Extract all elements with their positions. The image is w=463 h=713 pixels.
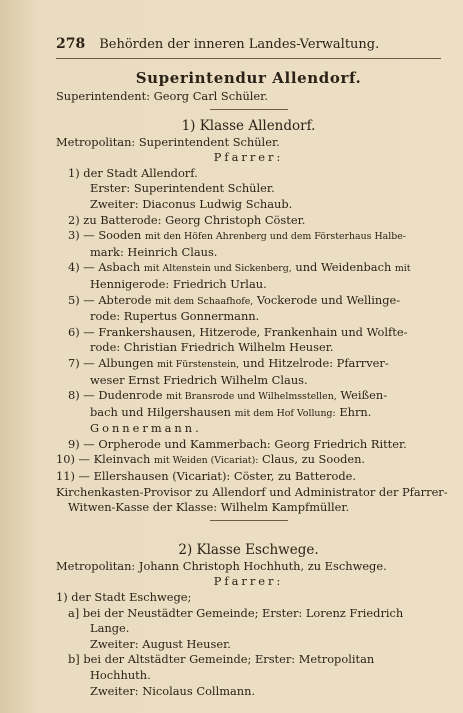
running-title: Behörden der inneren Landes-Verwaltung. xyxy=(99,37,380,52)
superintendentur-title: Superintendur Allendorf. xyxy=(135,69,362,87)
entry-place: 5) — Abterode xyxy=(68,292,152,307)
klasse-1-title: 1) Klasse Allendorf. xyxy=(181,117,316,134)
entry-line: Witwen-Kasse der Klasse: Wilhelm Kampfmüller. xyxy=(68,500,350,515)
entry-line: b] bei der Altstädter Gemeinde; Erster: Metropolitan xyxy=(68,652,375,667)
entry-place: und Hitzelrode: Pfarrver- xyxy=(242,355,389,370)
entry-line: Kirchenkasten-Provisor zu Allendorf und Administrator der Pfarrer- xyxy=(56,484,448,499)
entry-line xyxy=(56,388,441,405)
superintendent-line: Superintendent: Georg Carl Schüler. xyxy=(56,89,268,103)
entry-place: 8) — Dudenrode xyxy=(68,388,163,403)
entry-line: Zweiter: August Heuser. xyxy=(90,636,231,651)
page-number: 278 xyxy=(56,36,86,52)
klasse-2-metropolitan: Metropolitan: Johann Christoph Hochhuth, zu Eschwege. xyxy=(56,558,387,573)
entry-line: Hochhuth. xyxy=(90,668,151,682)
entry-place: 10) — Kleinvach xyxy=(56,452,151,467)
entry-line: Zweiter: Nicolaus Collmann. xyxy=(90,683,256,698)
entry-line xyxy=(56,293,441,310)
entry-line: 11) — Ellershausen (Vicariat): Cöster, zu Batterode. xyxy=(56,469,356,484)
entry-line xyxy=(56,228,441,245)
entry-place: Claus, zu Sooden. xyxy=(262,452,366,467)
header-rule xyxy=(56,58,441,59)
entry-line: mark: Heinrich Claus. xyxy=(90,244,218,259)
entry-line: 2) zu Batterode: Georg Christoph Cöster. xyxy=(68,212,306,227)
entry-place: Vockerode und Wellinge- xyxy=(256,292,401,307)
klasse-2-title: 2) Klasse Eschwege. xyxy=(178,541,319,558)
klasse-1-pfarrer-heading: Pfarrer: xyxy=(213,150,284,165)
entry-place: bach und Hilgershausen xyxy=(90,404,231,419)
entry-line: 1) der Stadt Eschwege; xyxy=(56,590,192,605)
entry-line: weser Ernst Friedrich Wilhelm Claus. xyxy=(90,372,308,387)
entry-line: 1) der Stadt Allendorf. xyxy=(68,165,198,180)
klasse-1-metropolitan: Metropolitan: Superintendent Schüler. xyxy=(56,134,280,149)
entry-note: mit Altenstein und Sickenberg, xyxy=(143,263,292,275)
entry-note: mit xyxy=(394,263,411,275)
entry-line xyxy=(56,452,441,469)
entry-line xyxy=(56,260,441,277)
entry-line: 9) — Orpherode und Kammerbach: Georg Friedrich Ritter. xyxy=(68,436,407,451)
section-divider xyxy=(210,520,288,521)
entry-line: Lange. xyxy=(90,621,130,636)
entry-line: Erster: Superintendent Schüler. xyxy=(90,181,275,196)
entry-line: rode: Rupertus Gonnermann. xyxy=(90,309,260,324)
klasse-2-pfarrer-heading: Pfarrer: xyxy=(213,574,284,589)
page-header xyxy=(56,36,441,52)
entry-note: mit den Höfen Ahrenberg und dem Försterhaus Halbe- xyxy=(144,231,406,243)
entry-note: mit Fürstenstein, xyxy=(157,358,240,370)
entry-line xyxy=(56,356,441,373)
entry-place: 3) — Sooden xyxy=(68,228,142,243)
entry-line: Zweiter: Diaconus Ludwig Schaub. xyxy=(90,196,293,211)
entry-line: 6) — Frankershausen, Hitzerode, Frankenhain und Wolfte- xyxy=(68,324,408,339)
entry-note: mit dem Schaafhofe, xyxy=(155,295,254,307)
entry-line: a] bei der Neustädter Gemeinde; Erster: Lorenz Friedrich xyxy=(68,605,404,620)
entry-note: mit Bransrode und Wilhelmsstellen, xyxy=(166,391,337,403)
entry-line: Gonnermann. xyxy=(90,421,202,436)
entry-place: Weißen- xyxy=(340,388,388,403)
section-divider xyxy=(210,109,288,110)
entry-note: mit dem Hof Vollung: xyxy=(234,407,336,419)
entry-place: und Weidenbach xyxy=(295,260,392,275)
entry-note: mit Weiden (Vicariat): xyxy=(154,455,259,467)
entry-place: Ehrn. xyxy=(339,404,372,419)
entry-place: 7) — Albungen xyxy=(68,355,154,370)
entry-line xyxy=(56,405,441,422)
entry-line: rode: Christian Friedrich Wilhelm Heuser. xyxy=(90,340,334,355)
entry-line: Hennigerode: Friedrich Urlau. xyxy=(90,276,267,291)
entry-place: 4) — Asbach xyxy=(68,260,141,275)
